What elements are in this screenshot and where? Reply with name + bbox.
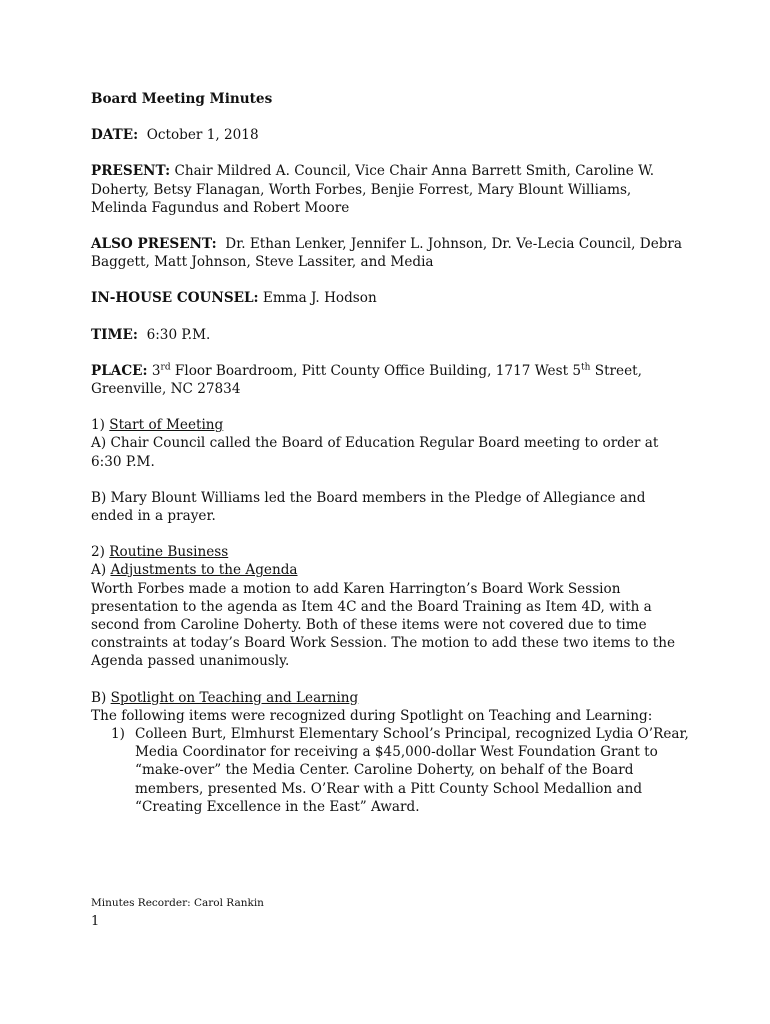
also-present-value: Dr. Ethan Lenker, Jennifer L. Johnson, Dr. Ve-Lecia Council, Debra Baggett, Matt Johnson, Steve Lassiter, and Media (91, 236, 683, 271)
section-2-b-heading: B) Spotlight on Teaching and Learning (91, 689, 359, 706)
present-label: PRESENT: (91, 163, 171, 180)
section-2-heading: 2) Routine Business (91, 544, 229, 561)
counsel-line (91, 289, 691, 307)
section-2-a-heading: A) Adjustments to the Agenda (91, 562, 298, 579)
list-item: 1) Colleen Burt, Elmhurst Elementary School’s Principal, recognized Lydia O’Rear, Media Coordinator for receiving a $45,000-dollar West Foundation Grant to “make-over” the Media Center. Caroline Doherty, on behalf of the Board members, presented Ms. O’Rear with a Pitt County School Medallion and “Creating Excellence in the East” Award. (111, 726, 689, 815)
section-1-heading: 1) Start of Meeting (91, 417, 224, 434)
document-title: Board Meeting Minutes (91, 91, 273, 107)
time-line (91, 326, 691, 344)
counsel-label: IN-HOUSE COUNSEL: (91, 290, 259, 307)
minutes-recorder: Minutes Recorder: Carol Rankin (91, 897, 264, 909)
date-line (91, 126, 691, 144)
date-label: DATE: (91, 127, 139, 144)
spotlight-list (91, 725, 691, 816)
page-number: 1 (91, 914, 100, 929)
section-2-a-text: Worth Forbes made a motion to add Karen Harrington’s Board Work Session presentation to the agenda as Item 4C and the Board Training as Item 4D, with a second from Caroline Doherty. Both of these items were not covered due to time constraints at today’s Board Work Session. The motion to add these two items to the Agenda passed unanimously. (91, 580, 676, 670)
minutes-body (91, 90, 691, 816)
section-2-b-text: The following items were recognized during Spotlight on Teaching and Learning: (91, 707, 653, 724)
section-1-item-a: A) Chair Council called the Board of Education Regular Board meeting to order at 6:30 P.M. (91, 435, 659, 470)
place-line: PLACE: 3rd Floor Boardroom, Pitt County Office Building, 1717 West 5th Street, Greenville, NC 27834 (91, 362, 642, 398)
section-1-item-b: B) Mary Blount Williams led the Board members in the Pledge of Allegiance and ended in a prayer. (91, 489, 646, 525)
time-label: TIME: (91, 326, 138, 343)
place-label: PLACE: (91, 362, 148, 379)
also-present-label: ALSO PRESENT: (91, 236, 217, 253)
also-present-line (91, 235, 691, 271)
counsel-value: Emma J. Hodson (262, 290, 377, 307)
present-line (91, 162, 691, 217)
present-value: Chair Mildred A. Council, Vice Chair Anna Barrett Smith, Caroline W. Doherty, Betsy Flanagan, Worth Forbes, Benjie Forrest, Mary Blount Williams, Melinda Fagundus and Robert Moore (91, 163, 655, 216)
time-value: 6:30 P.M. (146, 326, 211, 343)
date-value: October 1, 2018 (146, 127, 259, 144)
